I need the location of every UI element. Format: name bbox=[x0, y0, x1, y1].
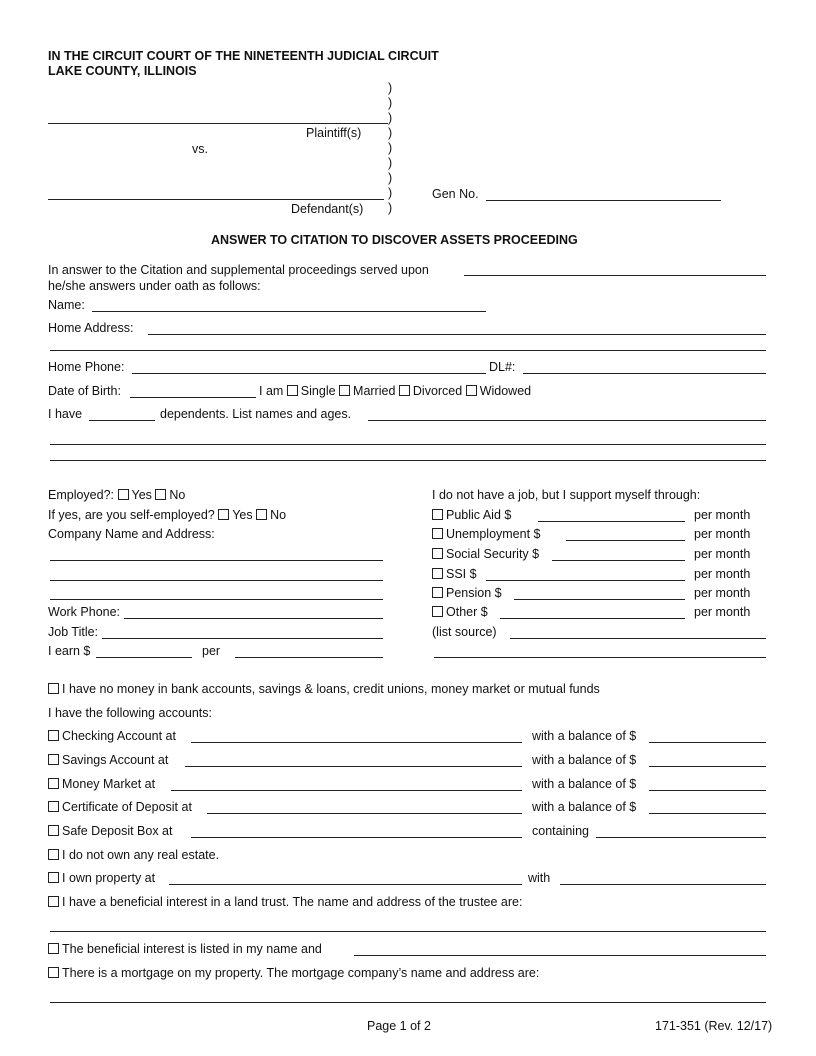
dependents-count-field[interactable] bbox=[89, 420, 155, 421]
land-trust-checkbox[interactable] bbox=[48, 896, 59, 907]
mortgage-row bbox=[48, 966, 539, 980]
beneficial-field[interactable] bbox=[354, 955, 766, 956]
safe-deposit-contents-field[interactable] bbox=[596, 837, 766, 838]
per-month-label: per month bbox=[694, 586, 751, 600]
dob-label: Date of Birth: bbox=[48, 384, 121, 398]
self-employed-yes-label: Yes bbox=[232, 508, 253, 522]
balance-label: with a balance of $ bbox=[532, 753, 637, 767]
pension-label: Pension $ bbox=[446, 586, 502, 600]
per-month-label: per month bbox=[694, 508, 751, 522]
dependents-field-3[interactable] bbox=[50, 460, 766, 461]
caption-paren: ) bbox=[388, 141, 393, 155]
no-real-estate-label: I do not own any real estate. bbox=[62, 848, 220, 862]
cd-row bbox=[48, 800, 192, 814]
beneficial-row bbox=[48, 942, 322, 956]
page-number: Page 1 of 2 bbox=[367, 1019, 431, 1033]
cd-field[interactable] bbox=[207, 813, 522, 814]
other-row bbox=[432, 605, 488, 619]
beneficial-label: The beneficial interest is listed in my name and bbox=[62, 942, 322, 956]
widowed-label: Widowed bbox=[479, 384, 532, 398]
caption-paren: ) bbox=[388, 201, 393, 215]
home-address-field[interactable] bbox=[148, 334, 766, 335]
land-trust-label: I have a beneficial interest in a land trust. The name and address of the trustee are: bbox=[62, 895, 523, 909]
plaintiff-label: Plaintiff(s) bbox=[306, 126, 362, 140]
caption-paren: ) bbox=[388, 96, 393, 110]
self-employed-label: If yes, are you self-employed? bbox=[48, 508, 215, 522]
own-property-row bbox=[48, 871, 155, 885]
savings-row bbox=[48, 753, 168, 767]
social-security-checkbox[interactable] bbox=[432, 548, 443, 559]
no-money-label: I have no money in bank accounts, savings & loans, credit unions, money market or mutual funds bbox=[62, 682, 600, 696]
pension-row bbox=[432, 586, 502, 600]
unemployment-label: Unemployment $ bbox=[446, 527, 541, 541]
unemployment-field[interactable] bbox=[566, 540, 685, 541]
company-field-1[interactable] bbox=[50, 560, 383, 561]
beneficial-checkbox[interactable] bbox=[48, 943, 59, 954]
county-name: LAKE COUNTY, ILLINOIS bbox=[48, 64, 197, 78]
safe-deposit-row bbox=[48, 824, 172, 838]
checking-field[interactable] bbox=[191, 742, 522, 743]
employed-label: Employed?: bbox=[48, 488, 115, 502]
intro-line1: In answer to the Citation and supplemental proceedings served upon bbox=[48, 263, 429, 277]
home-phone-field[interactable] bbox=[132, 373, 486, 374]
caption-paren: ) bbox=[388, 186, 393, 200]
savings-checkbox[interactable] bbox=[48, 754, 59, 765]
social-security-field[interactable] bbox=[552, 560, 685, 561]
list-source-label: (list source) bbox=[432, 625, 497, 639]
mortgage-label: There is a mortgage on my property. The mortgage company’s name and address are: bbox=[62, 966, 540, 980]
dependents-label: dependents. List names and ages. bbox=[160, 407, 352, 421]
employed-no-label: No bbox=[169, 488, 186, 502]
no-money-checkbox[interactable] bbox=[48, 683, 59, 694]
with-label: with bbox=[528, 871, 551, 885]
gen-no-label: Gen No. bbox=[432, 187, 479, 201]
own-property-field[interactable] bbox=[169, 884, 522, 885]
employed-row bbox=[48, 488, 185, 502]
balance-label: with a balance of $ bbox=[532, 777, 637, 791]
self-employed-row bbox=[48, 508, 286, 522]
no-real-estate-row bbox=[48, 848, 219, 862]
cd-balance-field[interactable] bbox=[649, 813, 766, 814]
public-aid-row bbox=[432, 508, 511, 522]
ssi-field[interactable] bbox=[486, 580, 685, 581]
intro-line2: he/she answers under oath as follows: bbox=[48, 279, 261, 293]
pension-checkbox[interactable] bbox=[432, 587, 443, 598]
savings-field[interactable] bbox=[185, 766, 522, 767]
served-upon-field[interactable] bbox=[464, 275, 766, 276]
i-am-label: I am bbox=[259, 384, 284, 398]
money-market-row bbox=[48, 777, 155, 791]
form-number: 171-351 (Rev. 12/17) bbox=[655, 1019, 773, 1033]
work-phone-label: Work Phone: bbox=[48, 605, 121, 619]
per-month-label: per month bbox=[694, 547, 751, 561]
earnings-field[interactable] bbox=[96, 657, 192, 658]
job-title-label: Job Title: bbox=[48, 625, 99, 639]
self-employed-no-label: No bbox=[270, 508, 287, 522]
public-aid-label: Public Aid $ bbox=[446, 508, 512, 522]
checking-balance-field[interactable] bbox=[649, 742, 766, 743]
cd-checkbox[interactable] bbox=[48, 801, 59, 812]
ssi-row bbox=[432, 567, 477, 581]
checking-checkbox[interactable] bbox=[48, 730, 59, 741]
safe-deposit-checkbox[interactable] bbox=[48, 825, 59, 836]
work-phone-field[interactable] bbox=[124, 618, 383, 619]
checking-label: Checking Account at bbox=[62, 729, 176, 743]
land-trust-row bbox=[48, 895, 522, 909]
unemployment-row bbox=[432, 527, 541, 541]
no-real-estate-checkbox[interactable] bbox=[48, 849, 59, 860]
single-label: Single bbox=[300, 384, 336, 398]
court-name: IN THE CIRCUIT COURT OF THE NINETEENTH JUDICIAL CIRCUIT bbox=[48, 49, 439, 63]
home-address-field-2[interactable] bbox=[50, 350, 766, 351]
company-field-2[interactable] bbox=[50, 580, 383, 581]
i-have-label: I have bbox=[48, 407, 83, 421]
money-market-label: Money Market at bbox=[62, 777, 156, 791]
marital-status bbox=[259, 384, 531, 398]
vs-label: vs. bbox=[192, 142, 208, 156]
public-aid-field[interactable] bbox=[538, 521, 685, 522]
caption-paren: ) bbox=[388, 156, 393, 170]
balance-label: with a balance of $ bbox=[532, 800, 637, 814]
money-market-balance-field[interactable] bbox=[649, 790, 766, 791]
company-label: Company Name and Address: bbox=[48, 527, 215, 541]
home-phone-label: Home Phone: bbox=[48, 360, 125, 374]
pay-period-field[interactable] bbox=[235, 657, 383, 658]
mortgage-field[interactable] bbox=[50, 1002, 766, 1003]
per-month-label: per month bbox=[694, 527, 751, 541]
own-property-label: I own property at bbox=[62, 871, 156, 885]
self-employed-yes-checkbox[interactable] bbox=[218, 509, 229, 520]
divorced-checkbox[interactable] bbox=[399, 385, 410, 396]
savings-label: Savings Account at bbox=[62, 753, 169, 767]
pension-field[interactable] bbox=[514, 599, 685, 600]
form-title: ANSWER TO CITATION TO DISCOVER ASSETS PROCEEDING bbox=[211, 233, 578, 247]
list-source-field-2[interactable] bbox=[434, 657, 766, 658]
other-checkbox[interactable] bbox=[432, 606, 443, 617]
defendant-label: Defendant(s) bbox=[291, 202, 364, 216]
dependents-field-2[interactable] bbox=[50, 444, 766, 445]
cd-label: Certificate of Deposit at bbox=[62, 800, 192, 814]
self-employed-no-checkbox[interactable] bbox=[256, 509, 267, 520]
employed-yes-label: Yes bbox=[131, 488, 152, 502]
plaintiff-line[interactable] bbox=[48, 123, 388, 124]
per-month-label: per month bbox=[694, 605, 751, 619]
containing-label: containing bbox=[532, 824, 589, 838]
other-label: Other $ bbox=[446, 605, 488, 619]
own-property-checkbox[interactable] bbox=[48, 872, 59, 883]
social-security-label: Social Security $ bbox=[446, 547, 540, 561]
safe-deposit-label: Safe Deposit Box at bbox=[62, 824, 173, 838]
employed-yes-checkbox[interactable] bbox=[118, 489, 129, 500]
caption-paren: ) bbox=[388, 111, 393, 125]
other-field[interactable] bbox=[500, 618, 685, 619]
trustee-field[interactable] bbox=[50, 931, 766, 932]
unemployment-checkbox[interactable] bbox=[432, 528, 443, 539]
caption-paren: ) bbox=[388, 81, 393, 95]
ssi-checkbox[interactable] bbox=[432, 568, 443, 579]
defendant-line[interactable] bbox=[48, 199, 384, 200]
caption-paren: ) bbox=[388, 126, 393, 140]
property-with-field[interactable] bbox=[560, 884, 766, 885]
married-checkbox[interactable] bbox=[339, 385, 350, 396]
social-security-row bbox=[432, 547, 539, 561]
mortgage-checkbox[interactable] bbox=[48, 967, 59, 978]
dl-label: DL#: bbox=[489, 360, 516, 374]
caption-paren: ) bbox=[388, 171, 393, 185]
dob-field[interactable] bbox=[130, 397, 256, 398]
following-accounts-label: I have the following accounts: bbox=[48, 706, 212, 720]
employed-no-checkbox[interactable] bbox=[155, 489, 166, 500]
gen-no-field[interactable] bbox=[486, 200, 721, 201]
i-earn-label: I earn $ bbox=[48, 644, 91, 658]
dl-field[interactable] bbox=[523, 373, 766, 374]
dependents-field[interactable] bbox=[368, 420, 766, 421]
married-label: Married bbox=[353, 384, 396, 398]
safe-deposit-field[interactable] bbox=[191, 837, 522, 838]
checking-row bbox=[48, 729, 176, 743]
name-label: Name: bbox=[48, 298, 85, 312]
no-money-row bbox=[48, 682, 600, 696]
money-market-checkbox[interactable] bbox=[48, 778, 59, 789]
job-title-field[interactable] bbox=[102, 638, 383, 639]
single-checkbox[interactable] bbox=[287, 385, 298, 396]
per-label: per bbox=[202, 644, 221, 658]
divorced-label: Divorced bbox=[412, 384, 463, 398]
public-aid-checkbox[interactable] bbox=[432, 509, 443, 520]
home-address-label: Home Address: bbox=[48, 321, 134, 335]
savings-balance-field[interactable] bbox=[649, 766, 766, 767]
per-month-label: per month bbox=[694, 567, 751, 581]
support-heading: I do not have a job, but I support myself through: bbox=[432, 488, 701, 502]
widowed-checkbox[interactable] bbox=[466, 385, 477, 396]
balance-label: with a balance of $ bbox=[532, 729, 637, 743]
list-source-field[interactable] bbox=[510, 638, 766, 639]
ssi-label: SSI $ bbox=[446, 567, 477, 581]
company-field-3[interactable] bbox=[50, 599, 383, 600]
name-field[interactable] bbox=[92, 311, 486, 312]
money-market-field[interactable] bbox=[171, 790, 522, 791]
